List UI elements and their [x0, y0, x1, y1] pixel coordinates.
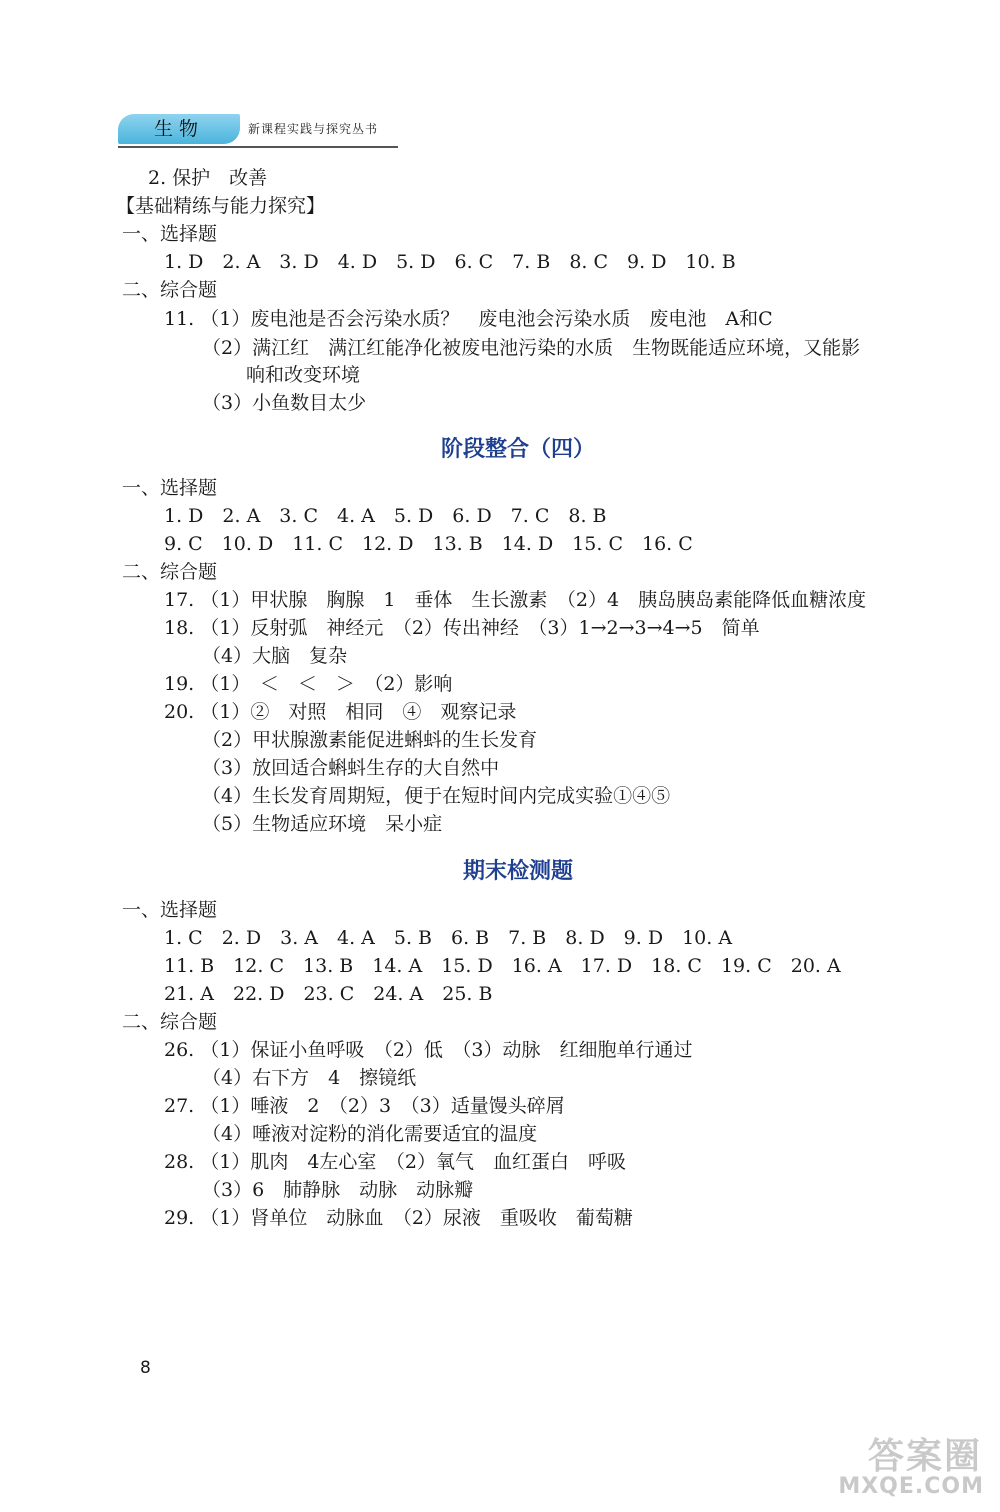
- header-divider: [118, 146, 398, 148]
- answer-line: 11. B 12. C 13. B 14. A 15. D 16. A 17. D 18. C 19. C 20. A: [164, 955, 841, 977]
- answer-line: （2）甲状腺激素能促进蝌蚪的生长发育: [202, 729, 538, 751]
- answer-line: 28. （1）肌肉 4左心室 （2）氧气 血红蛋白 呼吸: [164, 1151, 627, 1173]
- answer-line: 9. C 10. D 11. C 12. D 13. B 14. D 15. C 16. C: [164, 533, 693, 555]
- subject-badge: 生物: [118, 114, 240, 144]
- answer-line: 27. （1）唾液 2 （2）3 （3）适量馒头碎屑: [164, 1095, 565, 1117]
- answer-line: 响和改变环境: [246, 364, 361, 386]
- section-title: 期末检测题: [462, 859, 573, 884]
- answer-line: 19. （1） ＜ ＜ ＞ （2）影响: [164, 673, 453, 695]
- answer-line: （2）满江红 满江红能净化被废电池污染的水质 生物既能适应环境，又能影: [202, 337, 861, 359]
- answer-line: 1. C 2. D 3. A 4. A 5. B 6. B 7. B 8. D 9. D 10. A: [164, 927, 733, 949]
- question-type-heading: 二、综合题: [122, 1011, 218, 1033]
- answer-line: 18. （1）反射弧 神经元 （2）传出神经 （3）1→2→3→4→5 简单: [164, 617, 760, 639]
- section-heading: 【基础精练与能力探究】: [116, 195, 326, 217]
- watermark-logo: 答案圈: [867, 1436, 982, 1477]
- question-type-heading: 一、选择题: [122, 899, 218, 921]
- series-title: 新课程实践与探究丛书: [248, 122, 379, 136]
- answer-line: 1. D 2. A 3. C 4. A 5. D 6. D 7. C 8. B: [164, 505, 607, 527]
- question-type-heading: 二、综合题: [122, 279, 218, 301]
- answer-line: 11. （1）废电池是否会污染水质？ 废电池会污染水质 废电池 A和C: [164, 308, 773, 330]
- answer-line: （4）生长发育周期短，便于在短时间内完成实验①④⑤: [202, 785, 671, 807]
- answer-line: 2. 保护 改善: [148, 167, 268, 189]
- answer-line: （5）生物适应环境 呆小症: [202, 813, 443, 835]
- answer-line: （3）小鱼数目太少: [202, 392, 367, 414]
- question-type-heading: 二、综合题: [122, 561, 218, 583]
- answer-line: 17. （1）甲状腺 胸腺 1 垂体 生长激素 （2）4 胰岛胰岛素能降低血糖浓度: [164, 589, 867, 611]
- answer-line: （4）大脑 复杂: [202, 645, 348, 667]
- question-type-heading: 一、选择题: [122, 223, 218, 245]
- answer-line: （4）唾液对淀粉的消化需要适宜的温度: [202, 1123, 538, 1145]
- answer-line: 1. D 2. A 3. D 4. D 5. D 6. C 7. B 8. C 9. D 10. B: [164, 251, 736, 273]
- question-type-heading: 一、选择题: [122, 477, 218, 499]
- section-title: 阶段整合（四）: [440, 437, 595, 462]
- answer-line: 26. （1）保证小鱼呼吸 （2）低 （3）动脉 红细胞单行通过: [164, 1039, 693, 1061]
- watermark: [820, 1428, 990, 1504]
- page-header: [118, 114, 398, 148]
- watermark-url: MXQE.COM: [838, 1474, 984, 1499]
- answer-line: （4）右下方 4 擦镜纸: [202, 1067, 417, 1089]
- answer-line: （3）放回适合蝌蚪生存的大自然中: [202, 757, 500, 779]
- answer-line: （3）6 肺静脉 动脉 动脉瓣: [202, 1179, 474, 1201]
- answer-line: 21. A 22. D 23. C 24. A 25. B: [164, 983, 493, 1005]
- answer-line: 20. （1）② 对照 相同 ④ 观察记录: [164, 701, 517, 723]
- page-number: 8: [140, 1358, 151, 1378]
- answer-line: 29. （1）肾单位 动脉血 （2）尿液 重吸收 葡萄糖: [164, 1207, 633, 1229]
